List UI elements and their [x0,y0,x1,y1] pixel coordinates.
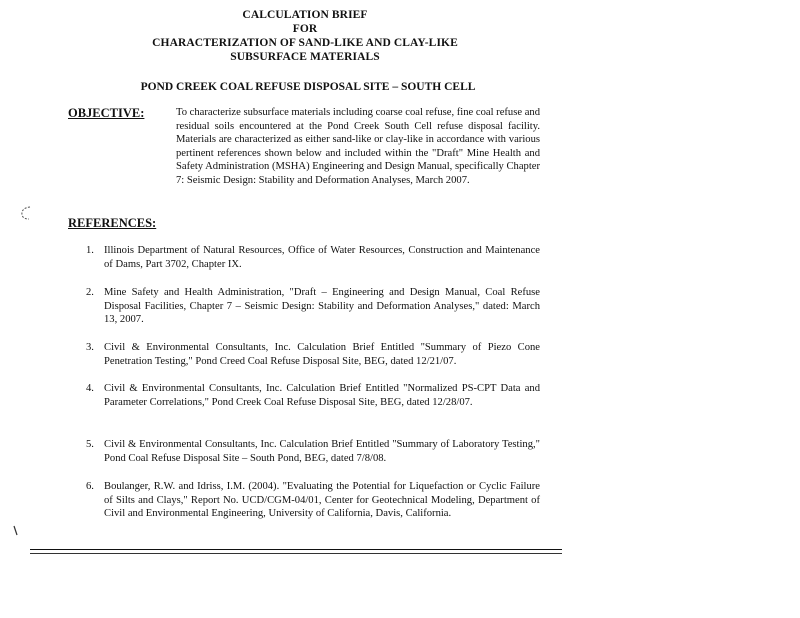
reference-number: 3. [86,342,94,353]
scan-artifact-icon [12,524,20,538]
objective-heading: OBJECTIVE: [68,106,145,120]
footer-rule [30,549,562,550]
reference-text: Civil & Environmental Consultants, Inc. Calculation Brief Entitled "Summary of Laboratory Testing," Pond Coal Refuse Disposal Site – South Pond, BEG, dated 7/8/08. [104,439,540,464]
title-line: SUBSURFACE MATERIALS [230,51,380,63]
title-block [120,8,490,64]
reference-text: Civil & Environmental Consultants, Inc. Calculation Brief Entitled "Normalized PS-CPT Data and Parameter Correlations," Pond Creek Coal Refuse Disposal Site, BEG, dated 12/28/07. [104,383,540,408]
title-line: CHARACTERIZATION OF SAND-LIKE AND CLAY-LIKE [152,37,458,49]
footer-rule [30,553,562,554]
reference-number: 1. [86,245,94,256]
reference-number: 2. [86,287,94,298]
reference-text: Mine Safety and Health Administration, "Draft – Engineering and Design Manual, Coal Refuse Disposal Facilities, Chapter 7 – Seismic Design: Stability and Deformation Analyses," dated: March 13, 2007. [104,287,540,326]
title-line: FOR [292,23,318,35]
reference-number: 6. [86,481,94,492]
title-line: CALCULATION BRIEF [242,9,368,21]
reference-number: 5. [86,439,94,450]
reference-text: Civil & Environmental Consultants, Inc. Calculation Brief Entitled "Summary of Piezo Cone Penetration Testing," Pond Creed Coal Refuse Disposal Site, BEG, dated 12/21/07. [104,342,540,367]
site-subtitle: POND CREEK COAL REFUSE DISPOSAL SITE – SOUTH CELL [140,81,476,93]
reference-text: Boulanger, R.W. and Idriss, I.M. (2004). "Evaluating the Potential for Liquefaction or Cyclic Failure of Silts and Clays," Report No. UCD/CGM-04/01, Center for Geotechnical Modeling, Department of Civil and Environmental Engineering, University of California, Davis, California. [104,481,540,520]
scan-artifact-icon [18,205,34,221]
references-heading: REFERENCES: [68,216,157,230]
objective-text: To characterize subsurface materials including coarse coal refuse, fine coal refuse and residual soils encountered at the Pond Creek South Cell refuse disposal facility. Materials are characterized as either sand-like or clay-like in accordance with various pertinent references shown below and included within the "Draft" Mine Health and Safety Administration (MSHA) Engineering and Design Manual, specifically Chapter 7: Seismic Design: Stability and Deformation Analyses, March 2007. [176,107,540,186]
reference-text: Illinois Department of Natural Resources, Office of Water Resources, Construction and Maintenance of Dams, Part 3702, Chapter IX. [104,245,540,270]
reference-number: 4. [86,383,94,394]
